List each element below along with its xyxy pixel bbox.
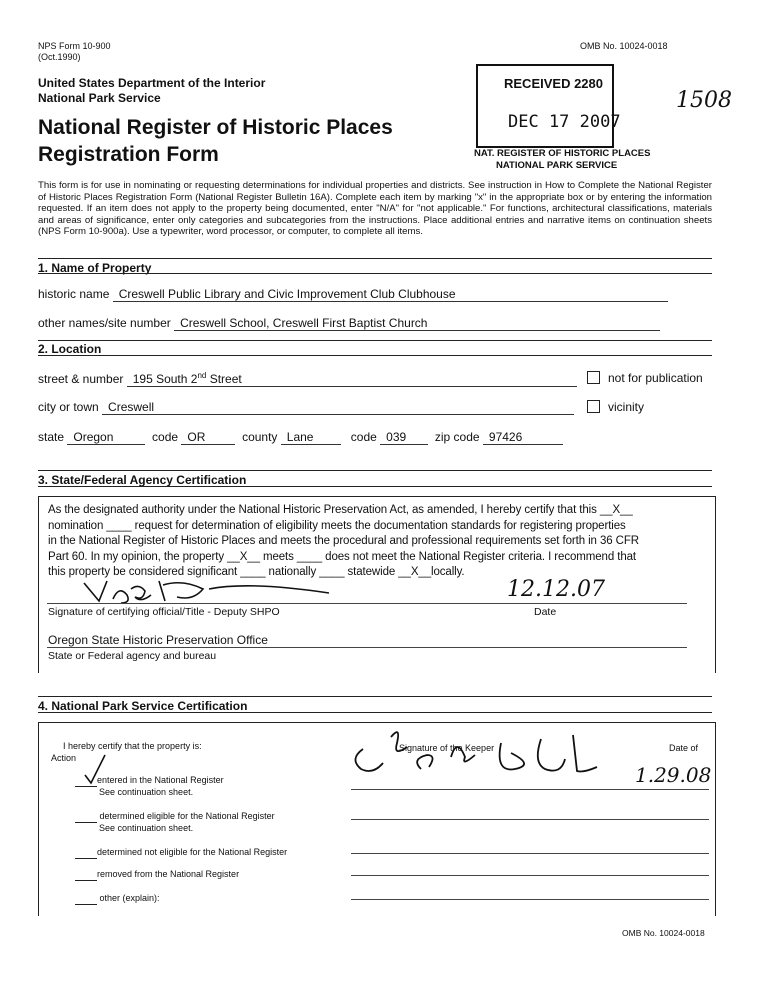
- county-field[interactable]: Lane: [281, 430, 341, 445]
- other-names-label: other names/site number: [38, 316, 171, 330]
- keeper-date-value: 1.29.08: [635, 763, 712, 787]
- received-stamp: [474, 64, 651, 172]
- county-label: county: [242, 430, 278, 444]
- cert-line-2: nomination ____ request for determination of eligibility meets the documentation standards for registering properties: [48, 519, 626, 532]
- form-date: (Oct.1990): [38, 52, 81, 62]
- city-label: city or town: [38, 400, 99, 414]
- agency-value: Oregon State Historic Preservation Office: [48, 633, 268, 647]
- omb-number: OMB No. 10024-0018: [580, 41, 668, 51]
- instructions: This form is for use in nominating or requesting determinations for individual properties and districts. See instruction in How to Complete the National Register of Historic Places Registration Form (National Register Bulletin 16A). Complete each item by marking "x" in the appropriate box or by entering the information requested. If an item does not apply to the property being documented, enter "N/A" for "not applicable." For functions, architectural classifications, materials and areas of significance, enter only categories and subcategories from the instructions. Place additional entries and narrative items on continuation sheets (NPS Form 10-900a). Use a typewriter, word processor, or computer, to complete all items.: [38, 180, 712, 238]
- form-number: NPS Form 10-900: [38, 41, 111, 51]
- vicinity-label: vicinity: [608, 400, 645, 414]
- street-label: street & number: [38, 372, 124, 386]
- zip-label: zip code: [434, 430, 480, 444]
- nps-certification-box: [38, 722, 716, 916]
- section2-heading: 2. Location: [38, 342, 102, 356]
- cert-line-5: this property be considered significant ____ nationally ____ statewide __X__locally.: [48, 566, 465, 578]
- page-title: National Register of Historic Places: [38, 116, 393, 139]
- street-field[interactable]: 195 South 2nd Street: [127, 371, 577, 387]
- option-removed[interactable]: removed from the National Register: [75, 869, 239, 881]
- certify-text: I hereby certify that the property is:: [63, 741, 202, 751]
- keeper-date-label: Date of: [669, 743, 699, 753]
- cert-line-3: in the National Register of Historic Places and meets the procedural and professional requirements set forth in 36 CFR: [48, 535, 639, 547]
- keeper-label: Signature of the Keeper: [399, 743, 495, 753]
- historic-name-field[interactable]: Creswell Public Library and Civic Improvement Club Clubhouse: [113, 287, 668, 302]
- city-field[interactable]: Creswell: [102, 400, 574, 415]
- footer-omb: OMB No. 10024-0018: [622, 928, 705, 938]
- state-field[interactable]: Oregon: [67, 430, 145, 445]
- stamp-received: RECEIVED 2280: [504, 76, 603, 91]
- option-eligible[interactable]: determined eligible for the National Register See continuation sheet.: [75, 811, 275, 834]
- stamp-date: DEC 17 2007: [508, 112, 621, 132]
- option-other[interactable]: other (explain):: [75, 893, 160, 905]
- keeper-signature: [351, 727, 611, 789]
- vicinity-checkbox[interactable]: [587, 400, 600, 413]
- section4-heading: 4. National Park Service Certification: [38, 699, 248, 713]
- action-label: Action: [51, 753, 77, 763]
- zip-field[interactable]: 97426: [483, 430, 563, 445]
- cert-line-1: As the designated authority under the National Historic Preservation Act, as amended, I hereby certify that this __X__: [48, 504, 633, 516]
- county-code-label: code: [350, 430, 377, 444]
- service: National Park Service: [38, 91, 161, 105]
- not-for-publication-checkbox[interactable]: [587, 371, 600, 384]
- stamp-line2: NATIONAL PARK SERVICE: [496, 160, 618, 171]
- county-code-field[interactable]: 039: [380, 430, 428, 445]
- cert-date-value: 12.12.07: [507, 577, 605, 602]
- not-for-publication-label: not for publication: [608, 371, 703, 385]
- handwritten-number: 1508: [676, 88, 732, 113]
- option-not-eligible[interactable]: determined not eligible for the National Register: [75, 847, 287, 859]
- agency-label: State or Federal agency and bureau: [48, 650, 217, 662]
- section1-heading: 1. Name of Property: [38, 261, 152, 275]
- checkmark-icon: [83, 753, 107, 785]
- state-code-field[interactable]: OR: [181, 430, 235, 445]
- historic-name-label: historic name: [38, 287, 110, 301]
- department: United States Department of the Interior: [38, 76, 266, 90]
- certification-box: [38, 496, 716, 673]
- stamp-line1: NAT. REGISTER OF HISTORIC PLACES: [474, 148, 651, 159]
- state-label: state: [38, 430, 65, 444]
- cert-date-label: Date: [534, 606, 557, 618]
- cert-signature-label: Signature of certifying official/Title - Deputy SHPO: [48, 606, 280, 618]
- section3-heading: 3. State/Federal Agency Certification: [38, 473, 247, 487]
- option-entered[interactable]: entered in the National Register See continuation sheet.: [75, 775, 224, 798]
- cert-line-4: Part 60. In my opinion, the property __X__ meets ____ does not meet the National Register criteria. I recommend that: [48, 550, 637, 563]
- other-names-field[interactable]: Creswell School, Creswell First Baptist Church: [174, 316, 660, 331]
- page-subtitle: Registration Form: [38, 143, 219, 166]
- state-code-label: code: [152, 430, 179, 444]
